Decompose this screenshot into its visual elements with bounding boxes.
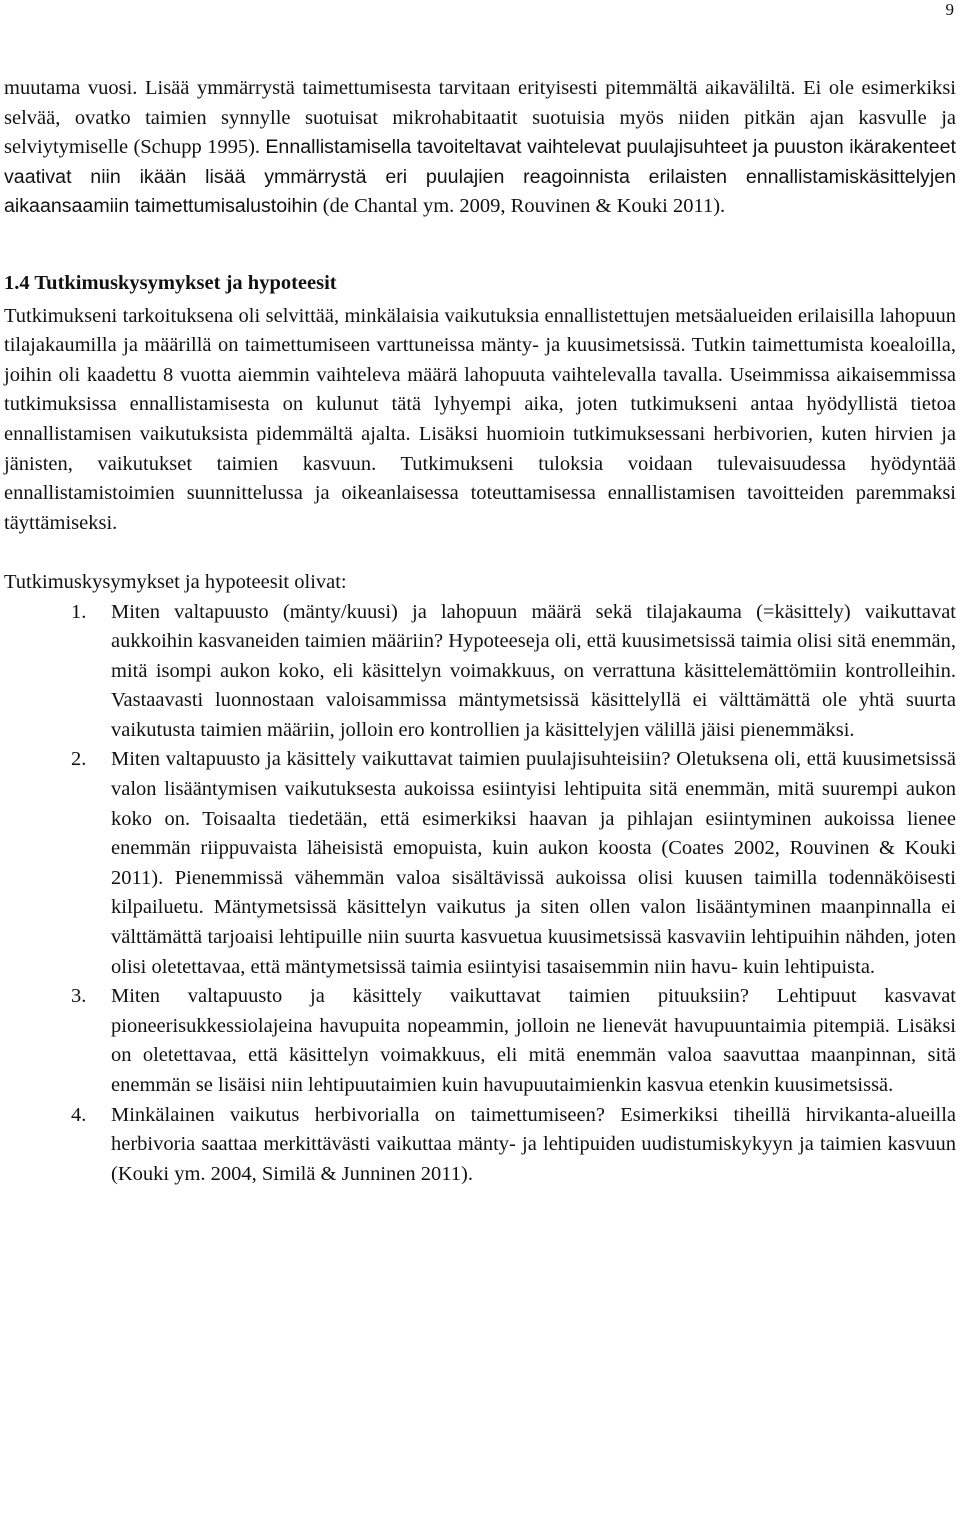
list-item-text: Miten valtapuusto ja käsittely vaikuttavat taimien pituuksiin? Lehtipuut kasvavat pioneerisukkessiolajeina havupuita nopeammin, jolloin ne lienevät havupuuntaimia pitempiä. Lisäksi on oletettavaa, että käsittelyn voimakkuus, eli mitä enemmän valoa saavuttaa maanpinnan, sitä enemmän se lisäisi niin lehtipuutaimien kuin havupuutaimienkin kasvua etenkin kuusimetsissä.: [111, 985, 956, 1096]
list-item-number: 4.: [71, 1103, 87, 1126]
intro-text-sans: Ennallistamisella tavoiteltavat vaihtelevat puulajisuhteet ja puuston ikärakenteet vaativat niin ikään lisää ymmärrystä eri puulajien reagoinnista erilaisten ennallistamiskäsittelyjen aikaansaamiin taimettumisalustoihin: [4, 136, 956, 218]
hypothesis-list: [4, 598, 956, 1190]
list-item-number: 3.: [71, 985, 87, 1008]
list-item: [4, 745, 956, 982]
list-item-text: Miten valtapuusto (mänty/kuusi) ja lahopuun määrä sekä tilajakauma (=käsittely) vaikuttavat aukkoihin kasvaneiden taimien määriin? Hypoteeseja oli, että kuusimetsissä taimia olisi sitä enemmän, mitä isompi aukon koko, eli käsittelyn voimakkuus, on verrattuna käsittelemättömiin kontrolleihin. Vastaavasti luonnostaan valoisammissa mäntymetsissä käsittelyllä ei välttämättä ole yhtä suurta vaikutusta taimien määriin, jolloin ero kontrollien ja käsittelyjen välillä jäisi pienemmäksi.: [111, 600, 956, 741]
list-item: [4, 1101, 956, 1190]
list-item-number: 1.: [71, 600, 87, 623]
section-paragraph: Tutkimukseni tarkoituksena oli selvittää, minkälaisia vaikutuksia ennallistettujen metsäalueiden erilaisilla lahopuun tilajakaumilla ja määrillä on taimettumiseen varttuneissa mänty- ja kuusimetsissä. Tutkin taimettumista koealoilla, joihin oli kaadettu 8 vuotta aiemmin vaihteleva määrä lahopuuta vaihtelevalla tavalla. Useimmissa aikaisemmissa tutkimuksissa ennallistamisesta on kulunut tätä lyhyempi aika, joten tutkimukseni antaa hyödyllistä tietoa ennallistamisen vaikutuksista pidemmältä ajalta. Lisäksi huomioin tutkimuksessani herbivorien, kuten hirvien ja jänisten, vaikutukset taimien kasvuun. Tutkimukseni tuloksia voidaan tulevaisuudessa hyödyntää ennallistamistoimien suunnittelussa ja oikeanlaisessa toteuttamisessa ennallistamisen tavoitteiden paremmaksi täyttämiseksi.: [4, 304, 956, 534]
list-item: [4, 982, 956, 1100]
intro-text-serif: muutama vuosi. Lisää ymmärrystä taimettumisesta tarvitaan erityisesti pitemmältä aikaväliltä. Ei ole esimerkiksi selvää, ovatko taimien synnylle suotuisat mikrohabitaatit suotuisia myös niiden pitkän ajan kasvulle ja selviytymiselle (Schupp 1995).: [4, 77, 956, 159]
intro-paragraph: [4, 74, 956, 222]
list-item-text: Miten valtapuusto ja käsittely vaikuttavat taimien puulajisuhteisiin? Oletuksena oli, että kuusimetsissä valon lisääntymisen vaikutuksesta aukoissa esiintyisi lehtipuita sitä enemmän, mitä suurempi aukon koko on. Toisaalta tiedetään, että esimerkiksi haavan ja pihlajan esiintyminen aukoissa lienee enemmän riippuvaista läheisistä emopuista, kuin aukon koosta (Coates 2002, Rouvinen & Kouki 2011). Pienemmissä vähemmän valoa sisältävissä aukoissa olisi kuusen taimilla todennäköisesti kilpailuetu. Mäntymetsissä käsittelyn vaikutus ja siten ollen valon lisääntyminen maanpinnalla ei välttämättä tarjoaisi lehtipuille niin suurta kasvuetua kuusimetsissä kasvaviin lehtipuihin nähden, joten olisi oletettavaa, että mäntymetsissä taimia esiintyisi tasaisemmin niin havu- kuin lehtipuista.: [111, 748, 956, 978]
page-number: 9: [945, 0, 954, 19]
intro-text-tail: (de Chantal ym. 2009, Rouvinen & Kouki 2011).: [317, 195, 726, 218]
list-intro: Tutkimuskysymykset ja hypoteesit olivat:: [4, 570, 347, 593]
page-content: [4, 74, 956, 1189]
list-item-number: 2.: [71, 748, 87, 771]
list-item: [4, 598, 956, 746]
section-heading: 1.4 Tutkimuskysymykset ja hypoteesit: [4, 271, 337, 294]
list-item-text: Minkälainen vaikutus herbivorialla on taimettumiseen? Esimerkiksi tiheillä hirvikanta-alueilla herbivoria saattaa merkittävästi vaikuttaa mänty- ja lehtipuiden uudistumiskykyyn ja taimien kasvuun (Kouki ym. 2004, Similä & Junninen 2011).: [111, 1103, 956, 1185]
